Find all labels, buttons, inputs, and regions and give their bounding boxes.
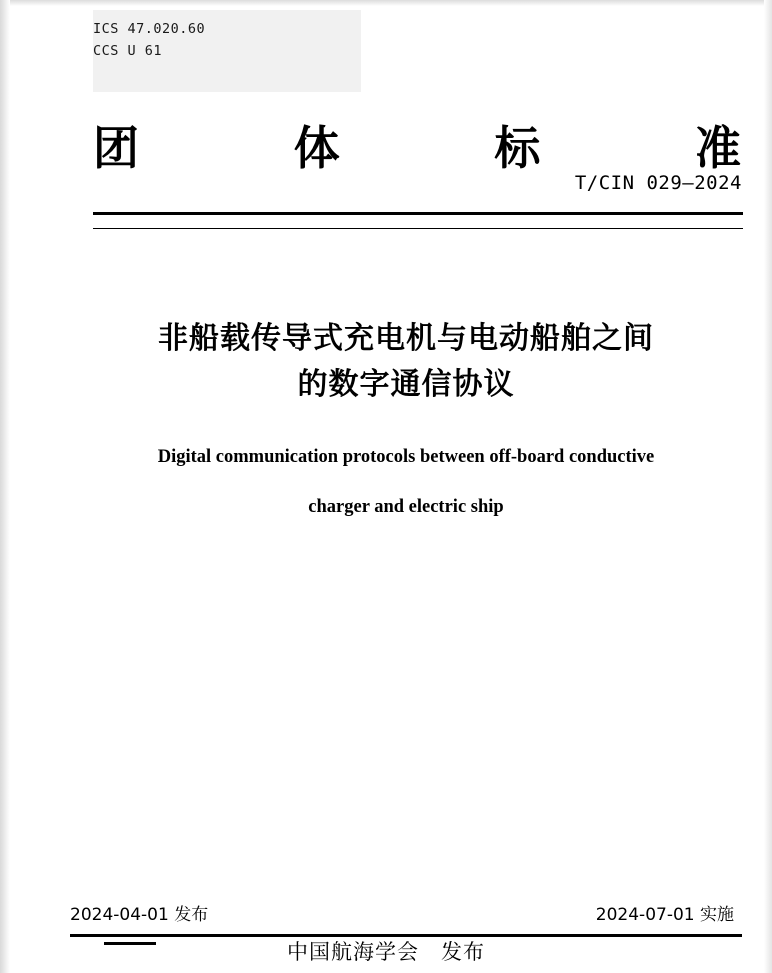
title-chinese-line-1: 非船载传导式充电机与电动船舶之间	[158, 321, 654, 356]
publish-label: 发布	[441, 940, 485, 964]
standard-number: T/CIN 029—2024	[574, 172, 742, 194]
standard-type-char-1: 团	[93, 121, 141, 175]
standard-type-char-2: 体	[293, 121, 342, 175]
classification-codes	[93, 18, 205, 62]
issue-date: 2024-04-01 发布	[70, 905, 209, 925]
title-english-line-1: Digital communication protocols between off-board conductive	[157, 447, 655, 467]
publisher-line	[0, 936, 772, 966]
ics-code: ICS 47.020.60	[93, 21, 206, 37]
ccs-code: CCS U 61	[93, 43, 163, 59]
scan-edge-top	[0, 0, 772, 6]
header-rule-thick	[93, 212, 743, 215]
scan-edge-right	[764, 0, 772, 973]
title-english	[96, 432, 716, 532]
header-rule-thin	[93, 228, 743, 229]
publisher-name: 中国航海学会	[287, 940, 419, 964]
scan-edge-left	[0, 0, 10, 973]
title-chinese-line-2: 的数字通信协议	[297, 367, 515, 402]
title-english-line-2: charger and electric ship	[308, 497, 504, 517]
standard-type-char-4: 准	[694, 121, 743, 175]
implementation-date: 2024-07-01 实施	[595, 905, 734, 925]
standard-type-char-3: 标	[494, 121, 543, 175]
footer-dates	[70, 900, 734, 925]
standard-type-heading	[93, 112, 743, 178]
title-chinese	[86, 316, 726, 408]
